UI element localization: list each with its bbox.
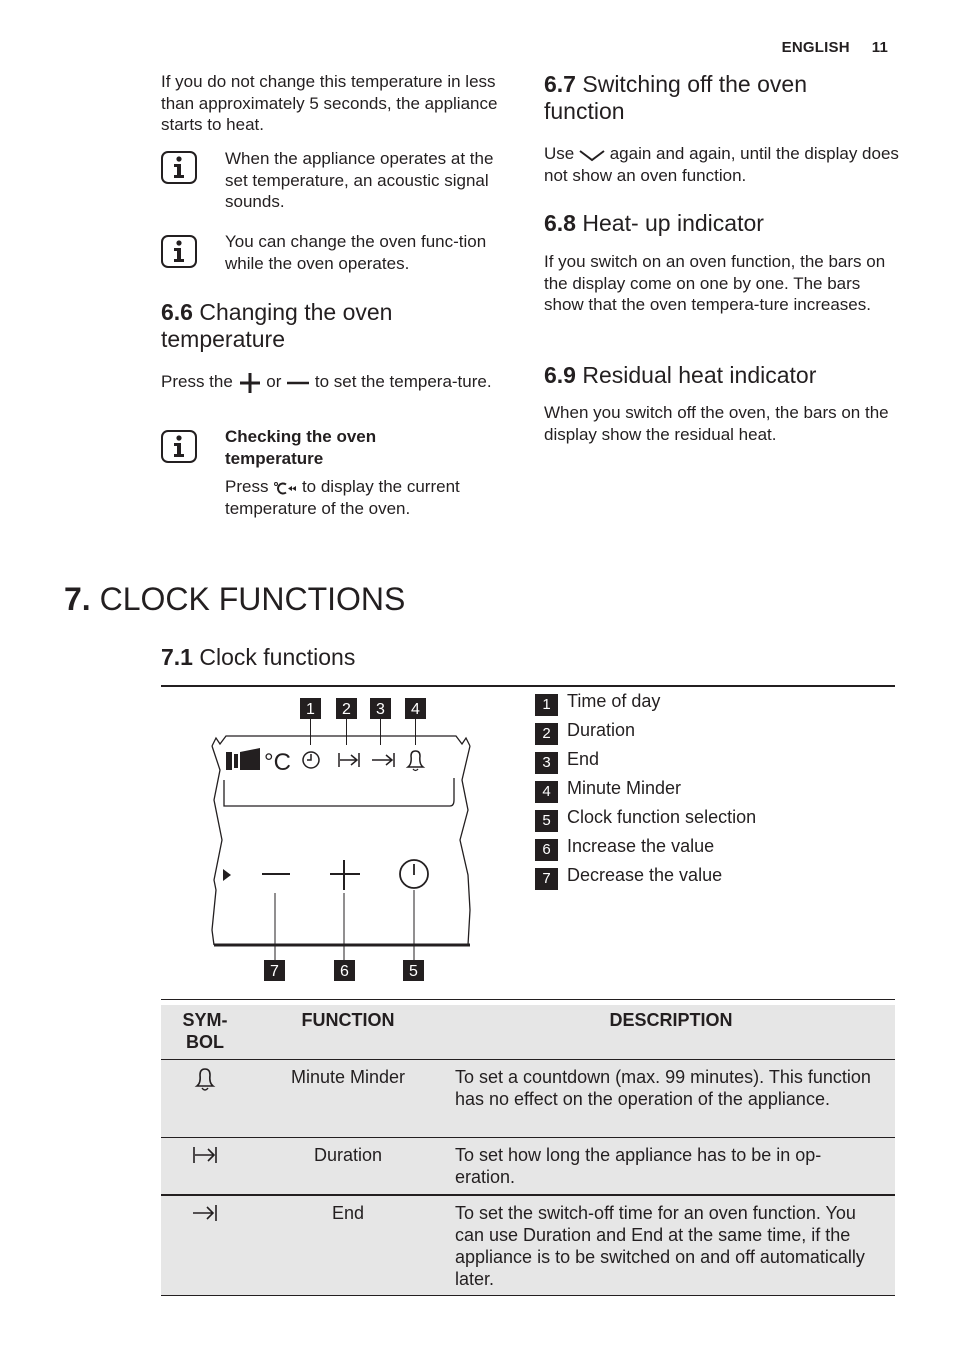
header-symbol: [161, 1005, 249, 1060]
section-number: 6.7: [544, 71, 576, 97]
table-header-row: [161, 1005, 895, 1060]
legend-label: End: [567, 749, 600, 769]
legend-item: [535, 778, 682, 801]
clock-functions-table: [161, 1005, 895, 1296]
section-6-7-text: [544, 143, 899, 186]
text-part: Press the: [161, 372, 233, 391]
symbol-cell: [161, 1195, 249, 1296]
section-6-6-text: [161, 371, 501, 394]
header-description: DESCRIPTION: [609, 1010, 733, 1030]
symbol-cell: [161, 1060, 249, 1138]
table-row: [161, 1060, 895, 1138]
info-note-1: When the appliance operates at the set temperature, an acoustic signal sounds.: [225, 149, 494, 211]
callout-1: [300, 698, 321, 719]
clock-icon: [303, 752, 319, 768]
header-language: ENGLISH: [781, 39, 850, 56]
page-header: [760, 39, 888, 56]
section-6-6-heading: [161, 299, 491, 353]
legend-number: 2: [535, 723, 558, 745]
legend-label: Minute Minder: [567, 778, 682, 798]
section-6-9-heading: [544, 362, 884, 389]
legend-item: [535, 807, 757, 830]
celsius-icon: °C: [264, 749, 291, 776]
section-6-8-heading: [544, 210, 884, 237]
callout-label: 2: [342, 701, 351, 718]
callout-6: [334, 960, 355, 981]
callout-label: 6: [340, 963, 349, 980]
text-part: Use: [544, 144, 575, 163]
section-6-8-text: If you switch on an oven function, the bars on the display come on one by one. The bars show that the oven tempera-ture increases.: [544, 252, 886, 314]
duration-icon: [192, 1144, 218, 1166]
page-number: 11: [871, 39, 888, 56]
function-cell: Duration: [313, 1145, 383, 1165]
section-6-9-text: When you switch off the oven, the bars on the display show the residual heat.: [544, 403, 889, 444]
legend-item: [535, 720, 636, 743]
header-text: SYM-: [182, 1010, 228, 1030]
info-icon: [161, 235, 197, 268]
description-cell: To set the switch-off time for an oven function. You can use Duration and End at the same time, if the appliance is to be switched on and off automatically later.: [455, 1203, 865, 1289]
section-title: Clock functions: [199, 644, 356, 670]
table-row: [161, 1195, 895, 1296]
plus-icon: [238, 372, 262, 394]
text-part: again and again, until the display does not show an oven function.: [544, 144, 899, 185]
callout-2: [336, 698, 357, 719]
end-icon: [192, 1202, 218, 1224]
function-cell: Minute Minder: [290, 1067, 406, 1087]
section-title: Switching off the oven function: [544, 71, 807, 124]
info-icon: [161, 151, 197, 184]
chevron-down-icon: [579, 147, 605, 163]
description-cell: To set a countdown (max. 99 minutes). This function has no effect on the operation of the appliance.: [455, 1067, 871, 1109]
function-cell: End: [331, 1203, 365, 1223]
info-note-2: You can change the oven func-tion while the oven operates.: [225, 232, 487, 273]
intro-text: If you do not change this temperature in less than approximately 5 seconds, the appliance starts to heat.: [161, 72, 498, 134]
chapter-title: CLOCK FUNCTIONS: [99, 581, 406, 617]
legend-item: [535, 691, 661, 714]
text-part: Press: [225, 477, 269, 496]
legend-label: Clock function selection: [567, 807, 757, 827]
legend-number: 3: [535, 752, 558, 774]
legend-item: [535, 836, 715, 859]
text-part: to set the tempera-ture.: [314, 372, 492, 391]
section-number: 7.1: [161, 644, 193, 670]
legend-number: 4: [535, 781, 558, 803]
end-icon: [372, 753, 394, 767]
control-panel-diagram: [200, 690, 490, 990]
description-cell: To set how long the appliance has to be in op-eration.: [455, 1145, 822, 1187]
symbol-cell: [161, 1138, 249, 1196]
table-bottom-rule: [161, 1295, 895, 1296]
section-number: 6.9: [544, 362, 576, 388]
section-rule: [161, 685, 895, 687]
clock-function-button: [400, 860, 428, 888]
indicator-arrow: [223, 869, 231, 881]
heat-bars-icon: [226, 748, 260, 770]
duration-icon: [339, 753, 359, 767]
minus-icon: [286, 372, 310, 394]
text-part: to display the current temperature of the oven.: [225, 477, 460, 518]
temperature-check-icon: [273, 480, 297, 496]
header-text: BOL: [186, 1032, 224, 1052]
info-icon: [161, 430, 197, 463]
callout-label: 5: [409, 963, 418, 980]
legend-label: Time of day: [567, 691, 661, 711]
legend-number: 1: [535, 694, 558, 716]
callout-5: [403, 960, 424, 981]
section-7-1-heading: [161, 644, 501, 671]
callout-label: 1: [306, 701, 315, 718]
callout-label: 3: [376, 701, 385, 718]
legend-label: Increase the value: [567, 836, 715, 856]
callout-4: [405, 698, 426, 719]
section-title: Residual heat indicator: [582, 362, 817, 388]
legend-label: Decrease the value: [567, 865, 723, 885]
legend-number: 5: [535, 810, 558, 832]
chapter-heading: [64, 581, 564, 617]
table-row: [161, 1138, 895, 1196]
legend-item: [535, 749, 600, 772]
legend-item: [535, 865, 723, 888]
section-title: Changing the oven temperature: [161, 299, 393, 352]
header-function: FUNCTION: [301, 1010, 395, 1030]
info-note-3-title: Checking the oven temperature: [225, 427, 377, 468]
bell-icon: [408, 751, 423, 771]
section-title: Heat- up indicator: [582, 210, 764, 236]
section-number: 6.6: [161, 299, 193, 325]
callout-label: 7: [270, 963, 279, 980]
chapter-number: 7.: [64, 581, 91, 617]
text-part: or: [266, 372, 282, 391]
section-6-7-heading: [544, 71, 874, 125]
bell-icon: [194, 1066, 216, 1092]
callout-7: [264, 960, 285, 981]
legend-number: 7: [535, 868, 558, 890]
info-note-3-text: [225, 476, 505, 519]
callout-3: [370, 698, 391, 719]
plus-button: [330, 860, 360, 890]
legend-label: Duration: [567, 720, 636, 740]
section-number: 6.8: [544, 210, 576, 236]
callout-label: 4: [411, 701, 420, 718]
legend-number: 6: [535, 839, 558, 861]
table-top-rule: [161, 999, 895, 1000]
